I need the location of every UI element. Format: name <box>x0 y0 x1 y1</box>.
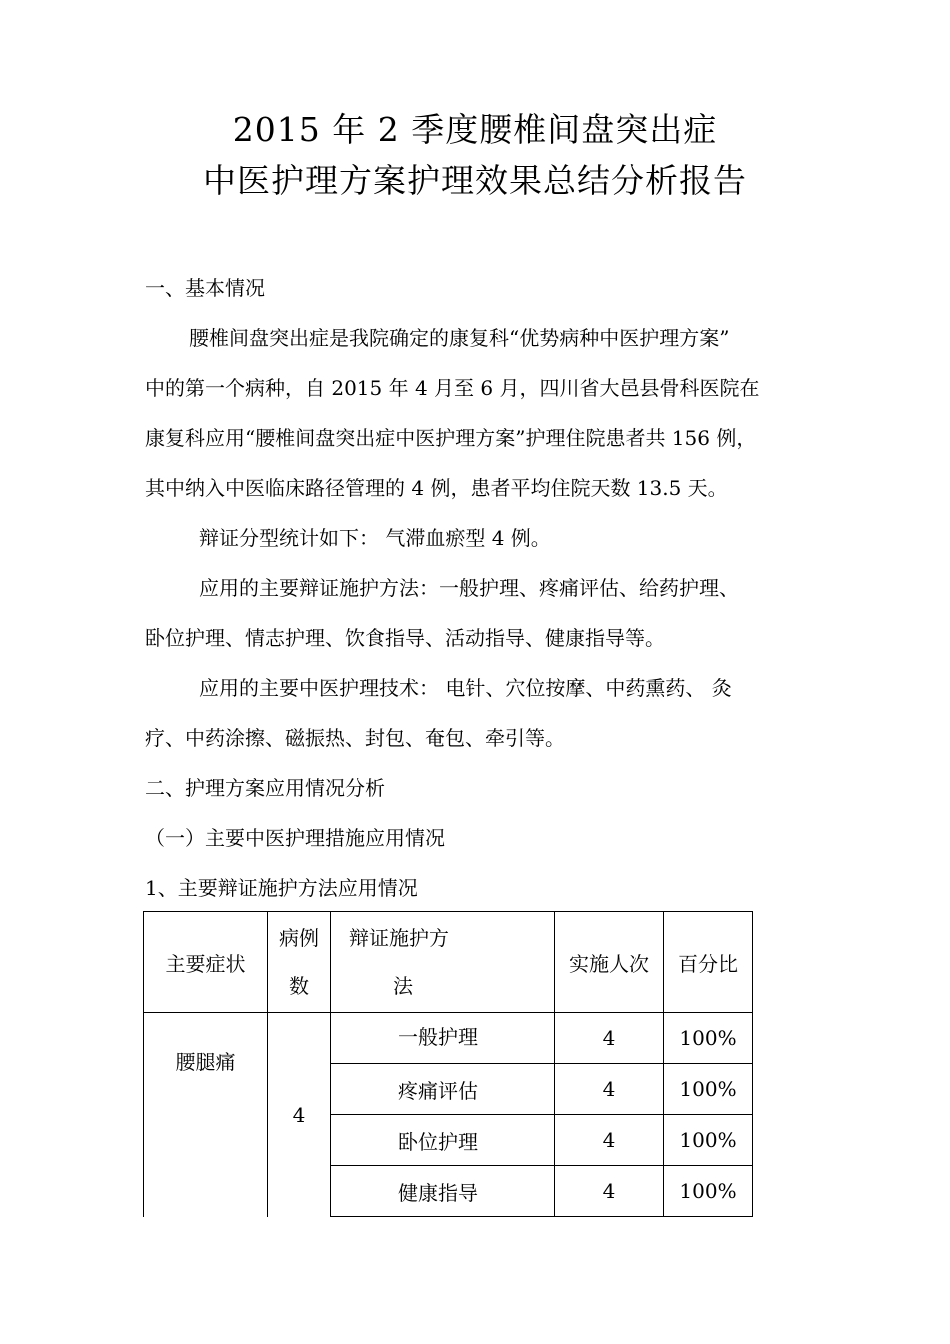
para1-line-1: 腰椎间盘突出症是我院确定的康复科“优势病种中医护理方案” <box>189 326 730 350</box>
percent-cell: 100% <box>664 1013 753 1064</box>
header-count: 实施人次 <box>555 912 664 1013</box>
header-method-line-1: 辩证施护方 <box>349 926 449 950</box>
percent-cell: 100% <box>664 1166 753 1217</box>
symptom-cell: 腰腿痛 <box>144 1013 268 1217</box>
table-header-row <box>144 912 753 1013</box>
method-cell: 一般护理 <box>331 1013 555 1064</box>
header-cases-line-1: 病例 <box>279 926 319 950</box>
percent-cell: 100% <box>664 1064 753 1115</box>
header-cases-line-2: 数 <box>289 974 309 998</box>
subsection-1-heading: （一）主要中医护理措施应用情况 <box>145 826 445 850</box>
percent-cell: 100% <box>664 1115 753 1166</box>
count-cell: 4 <box>555 1013 664 1064</box>
para3-line-1: 应用的主要辩证施护方法：一般护理、疼痛评估、给药护理、 <box>199 576 739 600</box>
table-row <box>144 1013 753 1064</box>
header-method <box>331 912 555 1013</box>
para1-line-3: 康复科应用“腰椎间盘突出症中医护理方案”护理住院患者共 156 例， <box>145 426 757 450</box>
header-percent: 百分比 <box>664 912 753 1013</box>
report-title-line-1: 2015 年 2 季度腰椎间盘突出症 <box>232 110 718 149</box>
section-2-heading: 二、护理方案应用情况分析 <box>145 776 385 800</box>
count-cell: 4 <box>555 1166 664 1217</box>
para3-line-2: 卧位护理、情志护理、饮食指导、活动指导、健康指导等。 <box>145 626 665 650</box>
cases-cell: 4 <box>268 1013 331 1217</box>
count-cell: 4 <box>555 1115 664 1166</box>
item-1-heading: 1、主要辩证施护方法应用情况 <box>145 876 418 900</box>
header-cases <box>268 912 331 1013</box>
header-symptom: 主要症状 <box>144 912 268 1013</box>
nursing-methods-table <box>143 911 753 1217</box>
para1-line-4: 其中纳入中医临床路径管理的 4 例，患者平均住院天数 13.5 天。 <box>145 476 728 500</box>
syndrome-stats-line: 辩证分型统计如下： 气滞血瘀型 4 例。 <box>199 526 551 550</box>
section-1-heading: 一、基本情况 <box>145 276 265 300</box>
para1-line-2: 中的第一个病种，自 2015 年 4 月至 6 月，四川省大邑县骨科医院在 <box>145 376 760 400</box>
method-cell: 卧位护理 <box>331 1115 555 1166</box>
report-title-line-2: 中医护理方案护理效果总结分析报告 <box>203 161 747 200</box>
header-method-line-2: 法 <box>393 974 413 998</box>
count-cell: 4 <box>555 1064 664 1115</box>
para4-line-1: 应用的主要中医护理技术： 电针、穴位按摩、中药熏药、 灸 <box>199 676 732 700</box>
method-cell: 健康指导 <box>331 1166 555 1217</box>
method-cell: 疼痛评估 <box>331 1064 555 1115</box>
para4-line-2: 疗、中药涂擦、磁振热、封包、奄包、牵引等。 <box>145 726 565 750</box>
